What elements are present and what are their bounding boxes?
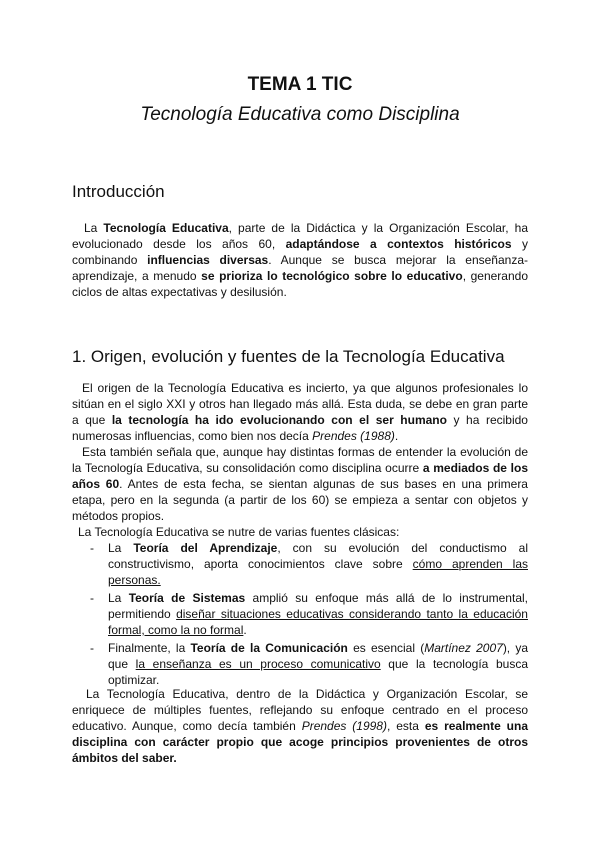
- section1-paragraph-2: Esta también señala que, aunque hay distintas formas de entender la evolución de la Tecnología Educativa, su consolidación como disciplina ocurre a mediados de los años 60. Antes de esta fecha, se sientan algunas de sus bases en una primera etapa, pero en la segunda (a partir de los 60) se empieza a sentar con objetos y métodos propios.: [72, 445, 528, 523]
- intro-paragraph: La Tecnología Educativa, parte de la Didáctica y la Organización Escolar, ha evolucionado desde los años 60, adaptándose a contextos históricos y combinando influencias diversas. Aunque se busca mejorar la enseñanza-aprendizaje, a menudo se prioriza lo tecnológico sobre lo educativo, generando ciclos de altas expectativas y desilusión.: [72, 221, 528, 299]
- section1-heading: 1. Origen, evolución y fuentes de la Tecnología Educativa: [72, 347, 505, 366]
- list-bullet: -: [90, 591, 94, 605]
- section1-paragraph-4: La Tecnología Educativa, dentro de la Didáctica y Organización Escolar, se enriquece de múltiples fuentes, reflejando su enfoque centrado en el proceso educativo. Aunque, como decía también Prendes (1998), esta es realmente una disciplina con carácter propio que acoge principios provenientes de otros ámbitos del saber.: [72, 687, 529, 765]
- intro-heading: Introducción: [72, 182, 165, 201]
- list-item: - La Teoría de Sistemas amplió su enfoque más allá de lo instrumental, permitiendo diseñar situaciones educativas considerando tanto la educación formal, como la no formal.: [90, 591, 528, 637]
- list-item: - La Teoría del Aprendizaje, con su evolución del conductismo al constructivismo, aporta conocimientos clave sobre cómo aprenden las personas.: [90, 541, 529, 587]
- list-bullet: -: [90, 641, 94, 655]
- list-item: - Finalmente, la Teoría de la Comunicación es esencial (Martínez 2007), ya que la enseñanza es un proceso comunicativo que la tecnología busca optimizar.: [90, 641, 529, 687]
- document-subtitle: Tecnología Educativa como Disciplina: [140, 104, 460, 125]
- section1-paragraph-1: El origen de la Tecnología Educativa es incierto, ya que algunos profesionales lo sitúan en el siglo XXI y otros han llegado más allá. Esta duda, se debe en gran parte a que la tecnología ha ido evolucionando con el ser humano y ha recibido numerosas influencias, como bien nos decía Prendes (1988).: [72, 381, 528, 443]
- section1-paragraph-3: La Tecnología Educativa se nutre de varias fuentes clásicas:: [78, 525, 400, 539]
- document-title: TEMA 1 TIC: [247, 74, 353, 95]
- list-bullet: -: [90, 541, 94, 555]
- sources-list: [72, 540, 528, 690]
